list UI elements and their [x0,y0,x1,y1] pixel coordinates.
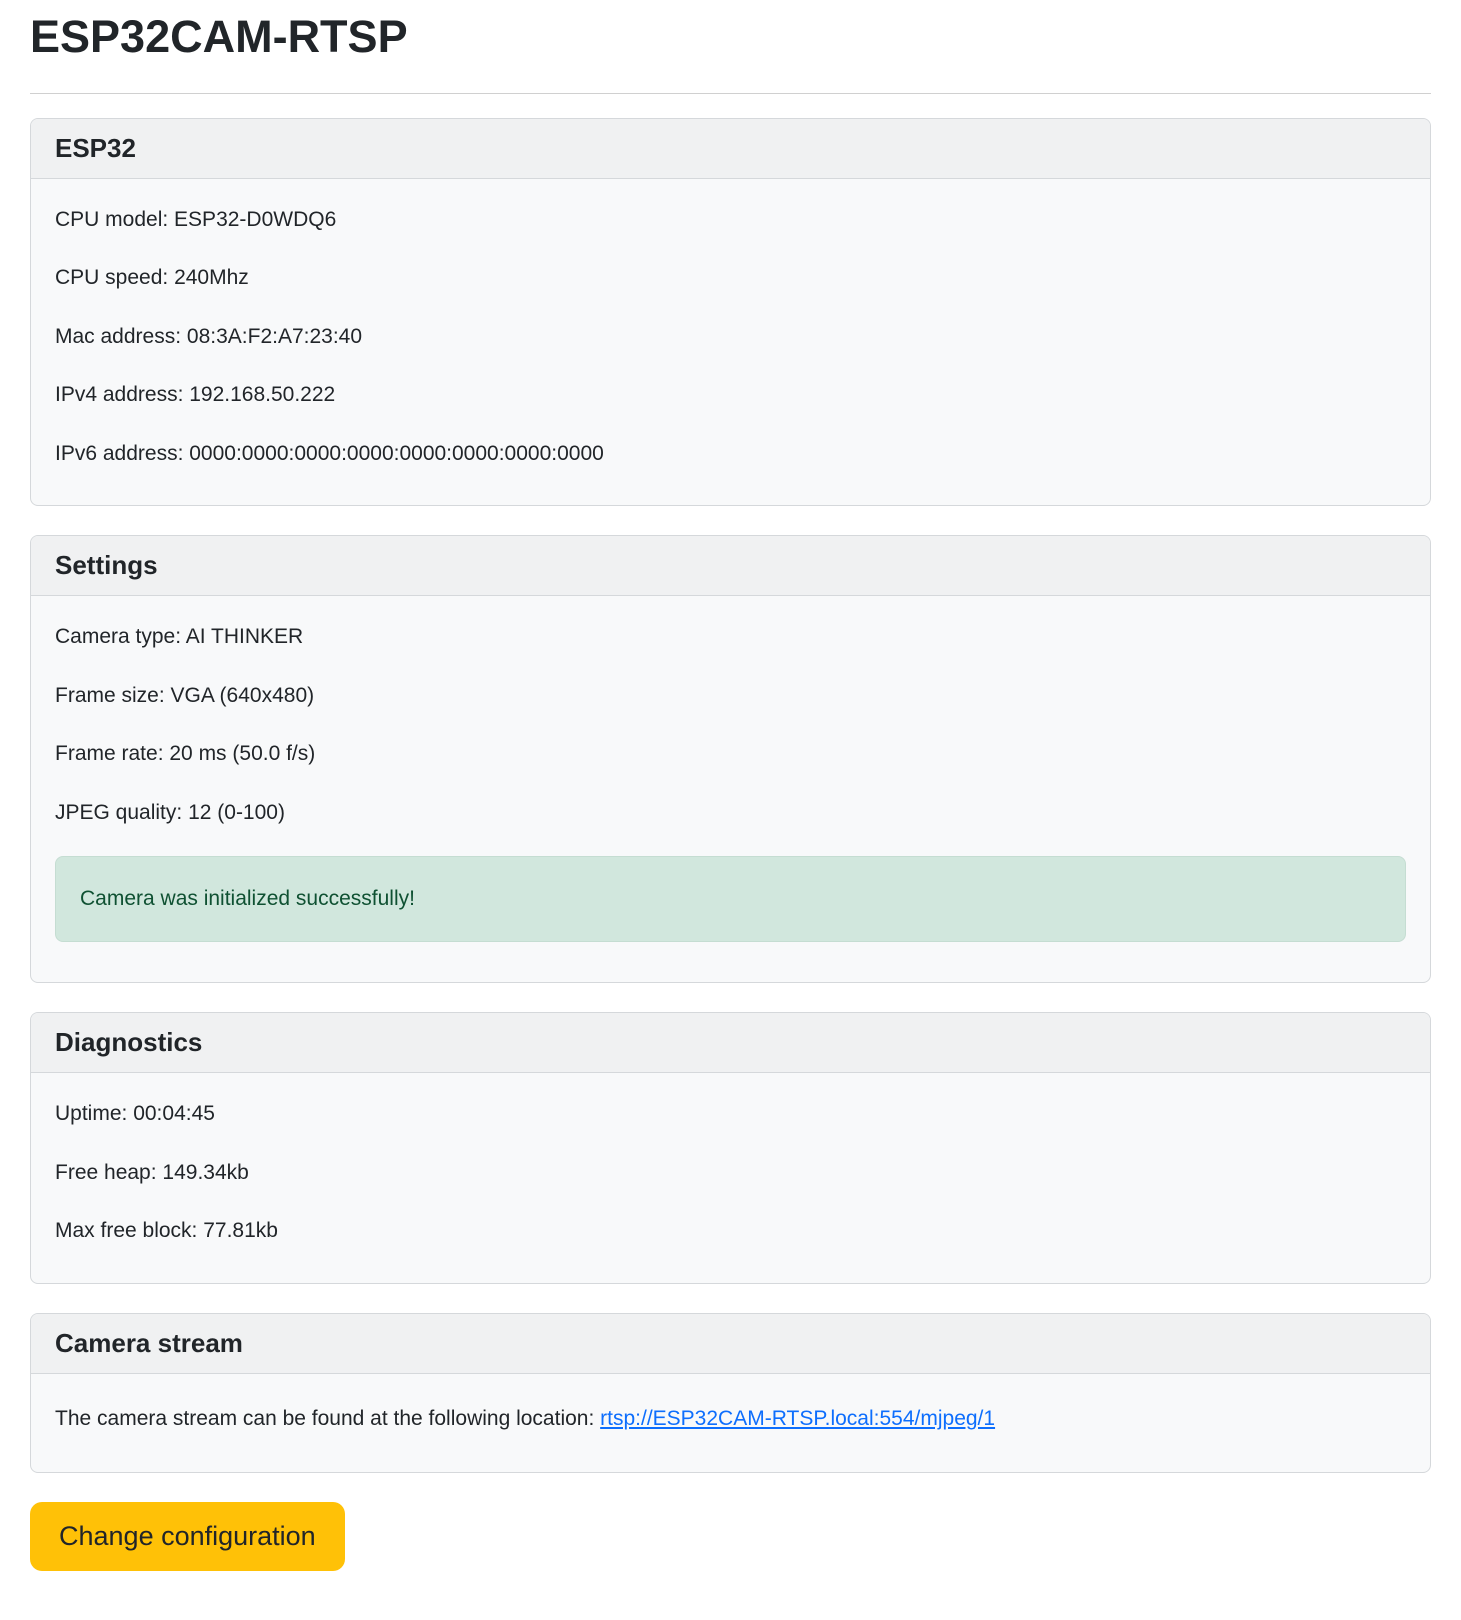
camera-type-row [55,622,1406,652]
mac-address-label: Mac address: [55,324,182,348]
card-diagnostics-body [31,1073,1430,1282]
camera-type-label: Camera type: [55,625,182,649]
frame-rate-label: Frame rate: [55,742,164,766]
max-free-block-row [55,1216,1406,1246]
camera-stream-row [55,1404,1406,1434]
uptime-value: 00:04:45 [133,1102,215,1126]
ipv6-address-value: 0000:0000:0000:0000:0000:0000:0000:0000 [189,441,604,465]
card-diagnostics [30,1012,1431,1283]
card-settings-header: Settings [31,536,1430,596]
title-divider [30,93,1431,94]
card-esp32-body [31,179,1430,505]
free-heap-label: Free heap: [55,1160,157,1184]
frame-rate-row [55,739,1406,769]
card-settings [30,535,1431,983]
mac-address-row [55,322,1406,352]
ipv6-address-label: IPv6 address: [55,441,184,465]
frame-size-row [55,681,1406,711]
page-title: ESP32CAM-RTSP [30,11,408,62]
max-free-block-value: 77.81kb [203,1219,278,1243]
card-esp32-header: ESP32 [31,119,1430,179]
frame-size-label: Frame size: [55,683,165,707]
cpu-model-row [55,205,1406,235]
jpeg-quality-value: 12 (0-100) [188,800,285,824]
free-heap-value: 149.34kb [162,1160,249,1184]
cpu-speed-value: 240Mhz [174,266,249,290]
ipv4-address-label: IPv4 address: [55,383,184,407]
card-camera-stream-body [31,1374,1430,1472]
cpu-speed-label: CPU speed: [55,266,169,290]
cpu-model-value: ESP32-D0WDQ6 [174,208,337,231]
camera-init-success-alert: Camera was initialized successfully! [55,856,1406,942]
jpeg-quality-label: JPEG quality: [55,800,183,824]
change-configuration-button[interactable]: Change configuration [30,1502,345,1571]
camera-stream-text: The camera stream can be found at the following location: [55,1406,595,1430]
camera-type-value: AI THINKER [185,625,304,649]
camera-stream-link[interactable]: rtsp://ESP32CAM-RTSP.local:554/mjpeg/1 [600,1406,996,1430]
jpeg-quality-row [55,798,1406,828]
ipv4-address-value: 192.168.50.222 [189,383,336,407]
card-diagnostics-header: Diagnostics [31,1013,1430,1073]
ipv4-address-row [55,380,1406,410]
card-camera-stream [30,1313,1431,1473]
uptime-row [55,1099,1406,1129]
max-free-block-label: Max free block: [55,1219,198,1243]
mac-address-value: 08:3A:F2:A7:23:40 [186,324,363,348]
card-camera-stream-header: Camera stream [31,1314,1430,1374]
frame-rate-value: 20 ms (50.0 f/s) [169,742,316,766]
card-settings-body [31,596,1430,982]
free-heap-row [55,1158,1406,1188]
cpu-model-label: CPU model: [55,208,169,231]
card-esp32 [30,118,1431,506]
uptime-label: Uptime: [55,1102,128,1126]
frame-size-value: VGA (640x480) [170,683,315,707]
ipv6-address-row [55,439,1406,469]
cpu-speed-row [55,263,1406,293]
